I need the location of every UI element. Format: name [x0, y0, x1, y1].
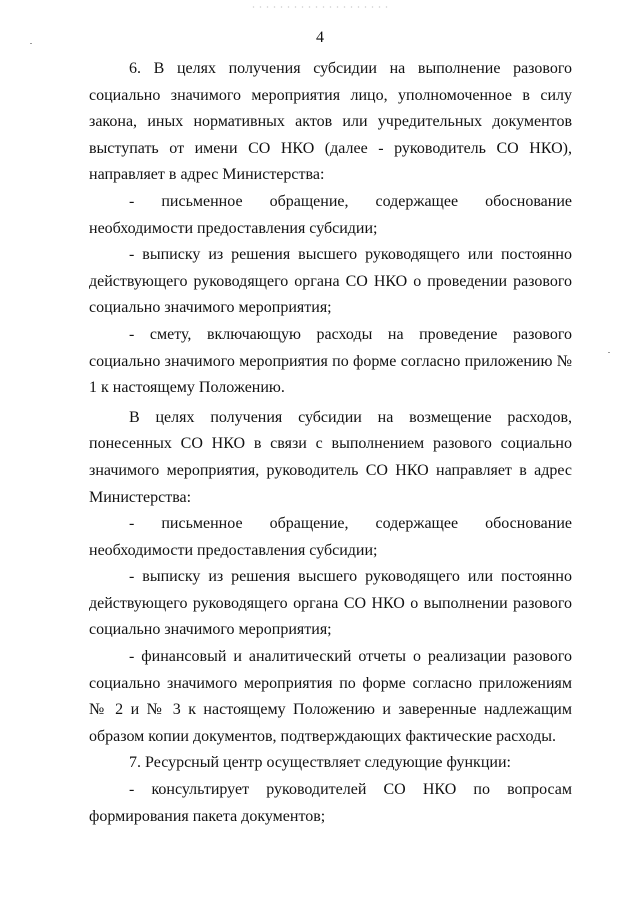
- scan-artifact: [250, 4, 390, 10]
- list-item-cost-estimate: - смету, включающую расходы на проведение разового социально значимого мероприятия по форме согласно приложению № 1 к настоящему Положению.: [89, 325, 572, 397]
- document-body: [89, 56, 572, 830]
- paragraph-reimbursement: В целях получения субсидии на возмещение расходов, понесенных СО НКО в связи с выполнением разового социально значимого мероприятия, руководитель СО НКО направляет в адрес Министерства:: [89, 408, 572, 506]
- scan-artifact: [608, 352, 610, 353]
- list-item-decision-extract: - выписку из решения высшего руководящего или постоянно действующего руководящего органа СО НКО о выполнении разового социально значимого мероприятия;: [89, 568, 572, 639]
- list-item-written-request: - письменное обращение, содержащее обоснование необходимости предоставления субсидии;: [89, 192, 572, 237]
- list-item-reports: - финансовый и аналитический отчеты о реализации разового социально значимого мероприятия по форме согласно приложениям № 2 и № 3 к настоящему Положению и заверенные надлежащим образом копии документов, подтверждающих фактические расходы.: [89, 648, 572, 745]
- list-item-consulting: - консультирует руководителей СО НКО по вопросам формирования пакета документов;: [89, 781, 572, 825]
- paragraph-item-7: 7. Ресурсный центр осуществляет следующие функции:: [129, 754, 511, 772]
- page-number: 4: [316, 29, 324, 46]
- list-item-decision-extract: - выписку из решения высшего руководящего или постоянно действующего руководящего органа СО НКО о проведении разового социально значимого мероприятия;: [89, 246, 572, 317]
- list-item-written-request: - письменное обращение, содержащее обоснование необходимости предоставления субсидии;: [89, 515, 572, 559]
- paragraph-item-6: 6. В целях получения субсидии на выполнение разового социально значимого мероприятия лицо, уполномоченное в силу закона, иных нормативных актов или учредительных документов выступать от имени СО НКО (далее - руководитель СО НКО), направляет в адрес Министерства:: [89, 60, 572, 184]
